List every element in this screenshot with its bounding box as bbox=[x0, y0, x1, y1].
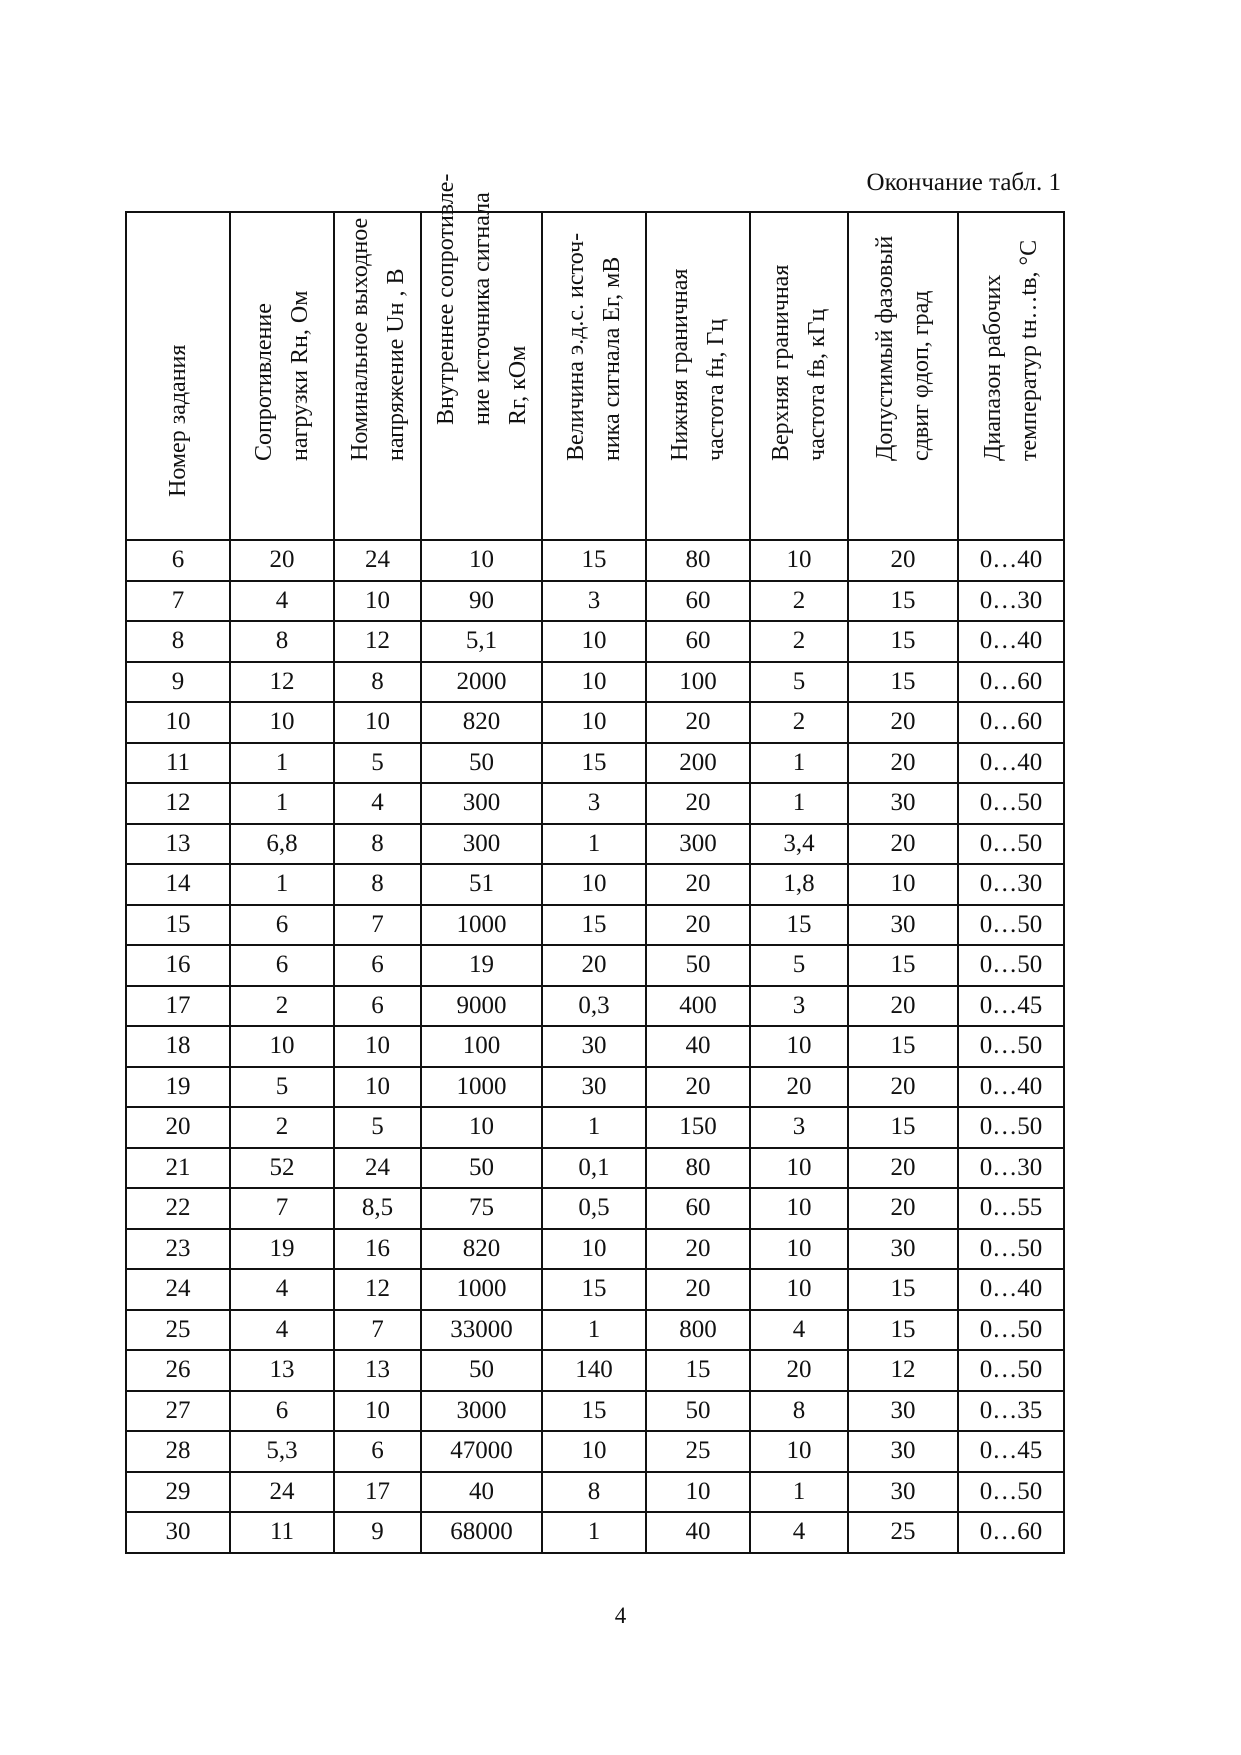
table-cell: 0…35 bbox=[958, 1391, 1064, 1432]
table-cell: 8 bbox=[334, 662, 421, 703]
table-cell: 40 bbox=[646, 1512, 750, 1553]
table-cell: 25 bbox=[848, 1512, 958, 1553]
table-cell: 24 bbox=[334, 1148, 421, 1189]
table-cell: 3 bbox=[542, 783, 646, 824]
table-cell: 1 bbox=[750, 743, 848, 784]
table-cell: 0…45 bbox=[958, 986, 1064, 1027]
column-header-9 bbox=[958, 212, 1064, 540]
table-cell: 15 bbox=[542, 540, 646, 581]
table-row bbox=[126, 1188, 1064, 1229]
table-cell: 10 bbox=[542, 1229, 646, 1270]
table-cell: 0…50 bbox=[958, 1310, 1064, 1351]
table-cell: 0…50 bbox=[958, 945, 1064, 986]
header-line: Внутреннее сопротивле- bbox=[432, 173, 459, 425]
table-cell: 22 bbox=[126, 1188, 230, 1229]
header-line: Rг, кОм bbox=[504, 345, 531, 425]
table-cell: 8,5 bbox=[334, 1188, 421, 1229]
table-cell: 15 bbox=[848, 1026, 958, 1067]
table-cell: 4 bbox=[750, 1512, 848, 1553]
table-cell: 10 bbox=[334, 1067, 421, 1108]
table-cell: 15 bbox=[848, 1310, 958, 1351]
table-row bbox=[126, 1472, 1064, 1513]
table-cell: 20 bbox=[848, 1188, 958, 1229]
table-cell: 800 bbox=[646, 1310, 750, 1351]
table-cell: 27 bbox=[126, 1391, 230, 1432]
table-cell: 10 bbox=[750, 1148, 848, 1189]
table-cell: 20 bbox=[750, 1067, 848, 1108]
table-cell: 17 bbox=[126, 986, 230, 1027]
table-cell: 300 bbox=[421, 783, 542, 824]
table-cell: 8 bbox=[542, 1472, 646, 1513]
table-cell: 50 bbox=[646, 1391, 750, 1432]
table-cell: 0…50 bbox=[958, 1229, 1064, 1270]
table-row bbox=[126, 540, 1064, 581]
table-cell: 0…40 bbox=[958, 621, 1064, 662]
table-cell: 5,3 bbox=[230, 1431, 334, 1472]
table-row bbox=[126, 1148, 1064, 1189]
table-row bbox=[126, 1229, 1064, 1270]
column-header-text bbox=[246, 291, 318, 461]
table-cell: 10 bbox=[334, 1391, 421, 1432]
table-cell: 15 bbox=[848, 581, 958, 622]
table-cell: 15 bbox=[542, 1391, 646, 1432]
table-cell: 1000 bbox=[421, 1269, 542, 1310]
table-cell: 2 bbox=[750, 621, 848, 662]
table-cell: 0…50 bbox=[958, 1350, 1064, 1391]
header-line: Нижняя граничная bbox=[667, 268, 693, 461]
table-cell: 300 bbox=[646, 824, 750, 865]
table-cell: 140 bbox=[542, 1350, 646, 1391]
table-cell: 15 bbox=[542, 743, 646, 784]
table-cell: 100 bbox=[421, 1026, 542, 1067]
table-cell: 15 bbox=[848, 945, 958, 986]
table-cell: 12 bbox=[848, 1350, 958, 1391]
table-row bbox=[126, 581, 1064, 622]
table-cell: 4 bbox=[750, 1310, 848, 1351]
table-cell: 20 bbox=[646, 702, 750, 743]
column-header-3 bbox=[334, 212, 421, 540]
table-cell: 2 bbox=[750, 702, 848, 743]
table-cell: 8 bbox=[334, 864, 421, 905]
table-cell: 15 bbox=[126, 905, 230, 946]
table-row bbox=[126, 824, 1064, 865]
table-cell: 0…50 bbox=[958, 1107, 1064, 1148]
table-cell: 20 bbox=[126, 1107, 230, 1148]
header-line: Допустимый фазовый bbox=[872, 235, 898, 461]
table-cell: 20 bbox=[646, 1067, 750, 1108]
table-cell: 5 bbox=[750, 945, 848, 986]
table-cell: 30 bbox=[126, 1512, 230, 1553]
table-cell: 5 bbox=[230, 1067, 334, 1108]
table-cell: 20 bbox=[230, 540, 334, 581]
table-cell: 50 bbox=[421, 1350, 542, 1391]
header-line: температур tн…tв, °С bbox=[1016, 239, 1042, 461]
table-cell: 10 bbox=[230, 702, 334, 743]
table-cell: 400 bbox=[646, 986, 750, 1027]
table-cell: 25 bbox=[646, 1431, 750, 1472]
table-cell: 5 bbox=[334, 1107, 421, 1148]
page-number: 4 bbox=[614, 1603, 627, 1628]
table-cell: 10 bbox=[646, 1472, 750, 1513]
table-cell: 10 bbox=[542, 662, 646, 703]
table-cell: 150 bbox=[646, 1107, 750, 1148]
table-cell: 10 bbox=[334, 581, 421, 622]
table-cell: 20 bbox=[848, 1067, 958, 1108]
column-header-text bbox=[558, 233, 630, 461]
table-cell: 80 bbox=[646, 1148, 750, 1189]
table-cell: 2 bbox=[230, 986, 334, 1027]
table-cell: 10 bbox=[542, 621, 646, 662]
header-line: Диапазон рабочих bbox=[980, 274, 1006, 461]
table-row bbox=[126, 986, 1064, 1027]
table-cell: 6 bbox=[334, 1431, 421, 1472]
table-cell: 0,1 bbox=[542, 1148, 646, 1189]
table-cell: 0…55 bbox=[958, 1188, 1064, 1229]
table-cell: 52 bbox=[230, 1148, 334, 1189]
table-cell: 20 bbox=[646, 905, 750, 946]
table-cell: 12 bbox=[230, 662, 334, 703]
table-cell: 20 bbox=[646, 1229, 750, 1270]
table-cell: 1 bbox=[230, 783, 334, 824]
table-cell: 5 bbox=[334, 743, 421, 784]
table-cell: 1 bbox=[542, 824, 646, 865]
table-cell: 0,3 bbox=[542, 986, 646, 1027]
table-cell: 20 bbox=[848, 702, 958, 743]
table-cell: 3 bbox=[750, 1107, 848, 1148]
table-cell: 60 bbox=[646, 1188, 750, 1229]
column-header-text bbox=[342, 218, 414, 461]
table-cell: 5 bbox=[750, 662, 848, 703]
table-cell: 9000 bbox=[421, 986, 542, 1027]
table-cell: 20 bbox=[646, 783, 750, 824]
table-cell: 7 bbox=[334, 905, 421, 946]
table-cell: 20 bbox=[848, 824, 958, 865]
table-cell: 20 bbox=[848, 540, 958, 581]
table-row bbox=[126, 905, 1064, 946]
table-cell: 10 bbox=[126, 702, 230, 743]
table-cell: 0…60 bbox=[958, 662, 1064, 703]
table-cell: 1000 bbox=[421, 905, 542, 946]
table-cell: 47000 bbox=[421, 1431, 542, 1472]
table-cell: 24 bbox=[126, 1269, 230, 1310]
table-cell: 80 bbox=[646, 540, 750, 581]
table-cell: 10 bbox=[334, 702, 421, 743]
table-cell: 13 bbox=[334, 1350, 421, 1391]
header-line: Верхняя граничная bbox=[768, 264, 794, 461]
header-line: ника сигнала Eг, мВ bbox=[599, 256, 625, 461]
table-cell: 8 bbox=[334, 824, 421, 865]
table-row bbox=[126, 783, 1064, 824]
column-header-1 bbox=[126, 212, 230, 540]
table-cell: 33000 bbox=[421, 1310, 542, 1351]
header-line: частота fв, кГц bbox=[804, 308, 830, 461]
table-cell: 10 bbox=[542, 702, 646, 743]
table-cell: 4 bbox=[230, 1269, 334, 1310]
table-cell: 7 bbox=[230, 1188, 334, 1229]
table-cell: 0…50 bbox=[958, 1026, 1064, 1067]
table-cell: 1 bbox=[542, 1512, 646, 1553]
table-cell: 20 bbox=[848, 1148, 958, 1189]
table-cell: 0…40 bbox=[958, 1067, 1064, 1108]
table-cell: 20 bbox=[646, 1269, 750, 1310]
table-cell: 20 bbox=[646, 864, 750, 905]
table-cell: 6 bbox=[126, 540, 230, 581]
table-row bbox=[126, 1391, 1064, 1432]
table-cell: 820 bbox=[421, 702, 542, 743]
table-cell: 30 bbox=[848, 1391, 958, 1432]
table-cell: 3 bbox=[750, 986, 848, 1027]
column-header-text bbox=[662, 269, 734, 461]
table-cell: 100 bbox=[646, 662, 750, 703]
table-cell: 20 bbox=[542, 945, 646, 986]
table-cell: 0…50 bbox=[958, 905, 1064, 946]
table-cell: 0…40 bbox=[958, 540, 1064, 581]
table-row bbox=[126, 1512, 1064, 1553]
table-cell: 0…50 bbox=[958, 1472, 1064, 1513]
table-cell: 0…45 bbox=[958, 1431, 1064, 1472]
table-cell: 40 bbox=[646, 1026, 750, 1067]
table-cell: 1 bbox=[230, 864, 334, 905]
column-header-4 bbox=[421, 173, 542, 540]
table-body bbox=[126, 540, 1064, 1553]
table-cell: 10 bbox=[542, 864, 646, 905]
table-cell: 50 bbox=[421, 1148, 542, 1189]
table-cell: 30 bbox=[848, 1472, 958, 1513]
table-cell: 68000 bbox=[421, 1512, 542, 1553]
table-cell: 0,5 bbox=[542, 1188, 646, 1229]
table-cell: 8 bbox=[126, 621, 230, 662]
table-cell: 8 bbox=[750, 1391, 848, 1432]
table-cell: 15 bbox=[848, 1269, 958, 1310]
table-cell: 24 bbox=[334, 540, 421, 581]
column-header-7 bbox=[750, 212, 848, 540]
table-cell: 16 bbox=[334, 1229, 421, 1270]
table-cell: 10 bbox=[750, 1026, 848, 1067]
header-line: сдвиг φдоп, град bbox=[908, 290, 934, 461]
table-cell: 18 bbox=[126, 1026, 230, 1067]
table-cell: 7 bbox=[126, 581, 230, 622]
table-cell: 200 bbox=[646, 743, 750, 784]
table-cell: 13 bbox=[126, 824, 230, 865]
table-cell: 4 bbox=[334, 783, 421, 824]
table-cell: 15 bbox=[750, 905, 848, 946]
table-cell: 10 bbox=[750, 540, 848, 581]
table-cell: 29 bbox=[126, 1472, 230, 1513]
table-row bbox=[126, 1026, 1064, 1067]
table-cell: 30 bbox=[542, 1026, 646, 1067]
table-cell: 10 bbox=[421, 1107, 542, 1148]
table-row bbox=[126, 662, 1064, 703]
table-row bbox=[126, 864, 1064, 905]
table-cell: 7 bbox=[334, 1310, 421, 1351]
column-header-text bbox=[975, 240, 1047, 461]
header-line: Номинальное выходное bbox=[346, 217, 373, 461]
table-cell: 0…30 bbox=[958, 864, 1064, 905]
table-cell: 10 bbox=[750, 1431, 848, 1472]
table-cell: 11 bbox=[230, 1512, 334, 1553]
table-cell: 10 bbox=[848, 864, 958, 905]
table-cell: 19 bbox=[126, 1067, 230, 1108]
table-cell: 15 bbox=[542, 1269, 646, 1310]
table-cell: 12 bbox=[334, 1269, 421, 1310]
table-cell: 15 bbox=[848, 1107, 958, 1148]
table-cell: 0…50 bbox=[958, 783, 1064, 824]
header-line: ние источника сигнала bbox=[468, 192, 495, 425]
table-cell: 30 bbox=[848, 783, 958, 824]
table-cell: 3,4 bbox=[750, 824, 848, 865]
table-cell: 0…60 bbox=[958, 1512, 1064, 1553]
table-cell: 0…50 bbox=[958, 824, 1064, 865]
table-cell: 1 bbox=[750, 783, 848, 824]
table-cell: 10 bbox=[750, 1229, 848, 1270]
table-row bbox=[126, 1269, 1064, 1310]
table-cell: 8 bbox=[230, 621, 334, 662]
table-cell: 10 bbox=[750, 1188, 848, 1229]
table-cell: 1 bbox=[542, 1310, 646, 1351]
table-row bbox=[126, 1350, 1064, 1391]
table-row bbox=[126, 945, 1064, 986]
header-line: нагрузки Rн, Ом bbox=[287, 290, 313, 461]
header-line: частота fн, Гц bbox=[703, 318, 729, 461]
table-cell: 50 bbox=[646, 945, 750, 986]
table-cell: 20 bbox=[848, 986, 958, 1027]
table-cell: 1 bbox=[542, 1107, 646, 1148]
table-cell: 10 bbox=[334, 1026, 421, 1067]
table-cell: 20 bbox=[750, 1350, 848, 1391]
table-cell: 0…30 bbox=[958, 581, 1064, 622]
table-cell: 10 bbox=[421, 540, 542, 581]
table-cell: 30 bbox=[542, 1067, 646, 1108]
table-cell: 19 bbox=[230, 1229, 334, 1270]
table-cell: 13 bbox=[230, 1350, 334, 1391]
table-cell: 15 bbox=[542, 905, 646, 946]
column-header-text bbox=[428, 174, 536, 425]
table-row bbox=[126, 1067, 1064, 1108]
table-cell: 6 bbox=[334, 986, 421, 1027]
table-cell: 9 bbox=[126, 662, 230, 703]
column-header-text bbox=[867, 236, 939, 461]
column-header-5 bbox=[542, 212, 646, 540]
table-cell: 51 bbox=[421, 864, 542, 905]
table-row bbox=[126, 1431, 1064, 1472]
table-cell: 1,8 bbox=[750, 864, 848, 905]
table-cell: 50 bbox=[421, 743, 542, 784]
table-cell: 6 bbox=[230, 945, 334, 986]
table-cell: 2 bbox=[230, 1107, 334, 1148]
table-cell: 3000 bbox=[421, 1391, 542, 1432]
table-cell: 2000 bbox=[421, 662, 542, 703]
table-cell: 5,1 bbox=[421, 621, 542, 662]
table-cell: 6,8 bbox=[230, 824, 334, 865]
table-cell: 12 bbox=[334, 621, 421, 662]
header-line: Номер задания bbox=[165, 344, 191, 497]
column-header-8 bbox=[848, 212, 958, 540]
table-cell: 0…40 bbox=[958, 743, 1064, 784]
table-cell: 20 bbox=[848, 743, 958, 784]
table-cell: 30 bbox=[848, 1229, 958, 1270]
table-cell: 4 bbox=[230, 1310, 334, 1351]
table-cell: 40 bbox=[421, 1472, 542, 1513]
table-row bbox=[126, 621, 1064, 662]
table-cell: 90 bbox=[421, 581, 542, 622]
header-row bbox=[126, 212, 1064, 540]
header-line: напряжение Uн , В bbox=[382, 268, 409, 461]
table-cell: 19 bbox=[421, 945, 542, 986]
table-cell: 24 bbox=[230, 1472, 334, 1513]
column-header-6 bbox=[646, 212, 750, 540]
table-cell: 16 bbox=[126, 945, 230, 986]
table-cell: 3 bbox=[542, 581, 646, 622]
table-cell: 28 bbox=[126, 1431, 230, 1472]
table-cell: 30 bbox=[848, 1431, 958, 1472]
table-cell: 26 bbox=[126, 1350, 230, 1391]
table-cell: 0…30 bbox=[958, 1148, 1064, 1189]
table-cell: 15 bbox=[646, 1350, 750, 1391]
table-caption: Окончание табл. 1 bbox=[866, 169, 1061, 196]
table-cell: 0…40 bbox=[958, 1269, 1064, 1310]
table-cell: 4 bbox=[230, 581, 334, 622]
table-cell: 6 bbox=[230, 905, 334, 946]
table-cell: 1000 bbox=[421, 1067, 542, 1108]
table-cell: 23 bbox=[126, 1229, 230, 1270]
table-cell: 9 bbox=[334, 1512, 421, 1553]
table-cell: 2 bbox=[750, 581, 848, 622]
table-cell: 820 bbox=[421, 1229, 542, 1270]
header-line: Сопротивление bbox=[251, 303, 277, 461]
table-cell: 10 bbox=[750, 1269, 848, 1310]
table-cell: 75 bbox=[421, 1188, 542, 1229]
column-header-text bbox=[160, 345, 196, 497]
table-cell: 6 bbox=[230, 1391, 334, 1432]
table-cell: 1 bbox=[750, 1472, 848, 1513]
table-cell: 60 bbox=[646, 621, 750, 662]
table-cell: 0…60 bbox=[958, 702, 1064, 743]
table-row bbox=[126, 702, 1064, 743]
table-cell: 10 bbox=[542, 1431, 646, 1472]
table-row bbox=[126, 1310, 1064, 1351]
table-cell: 10 bbox=[230, 1026, 334, 1067]
column-header-2 bbox=[230, 212, 334, 540]
table-cell: 30 bbox=[848, 905, 958, 946]
table-cell: 17 bbox=[334, 1472, 421, 1513]
table-cell: 14 bbox=[126, 864, 230, 905]
table-cell: 300 bbox=[421, 824, 542, 865]
table-cell: 60 bbox=[646, 581, 750, 622]
table-cell: 12 bbox=[126, 783, 230, 824]
table-cell: 1 bbox=[230, 743, 334, 784]
table-row bbox=[126, 743, 1064, 784]
table-cell: 15 bbox=[848, 621, 958, 662]
table-cell: 25 bbox=[126, 1310, 230, 1351]
header-line: Величина э.д.с. источ- bbox=[563, 232, 589, 461]
table-cell: 11 bbox=[126, 743, 230, 784]
table-cell: 21 bbox=[126, 1148, 230, 1189]
table-cell: 6 bbox=[334, 945, 421, 986]
table-cell: 15 bbox=[848, 662, 958, 703]
column-header-text bbox=[763, 265, 835, 461]
table-row bbox=[126, 1107, 1064, 1148]
